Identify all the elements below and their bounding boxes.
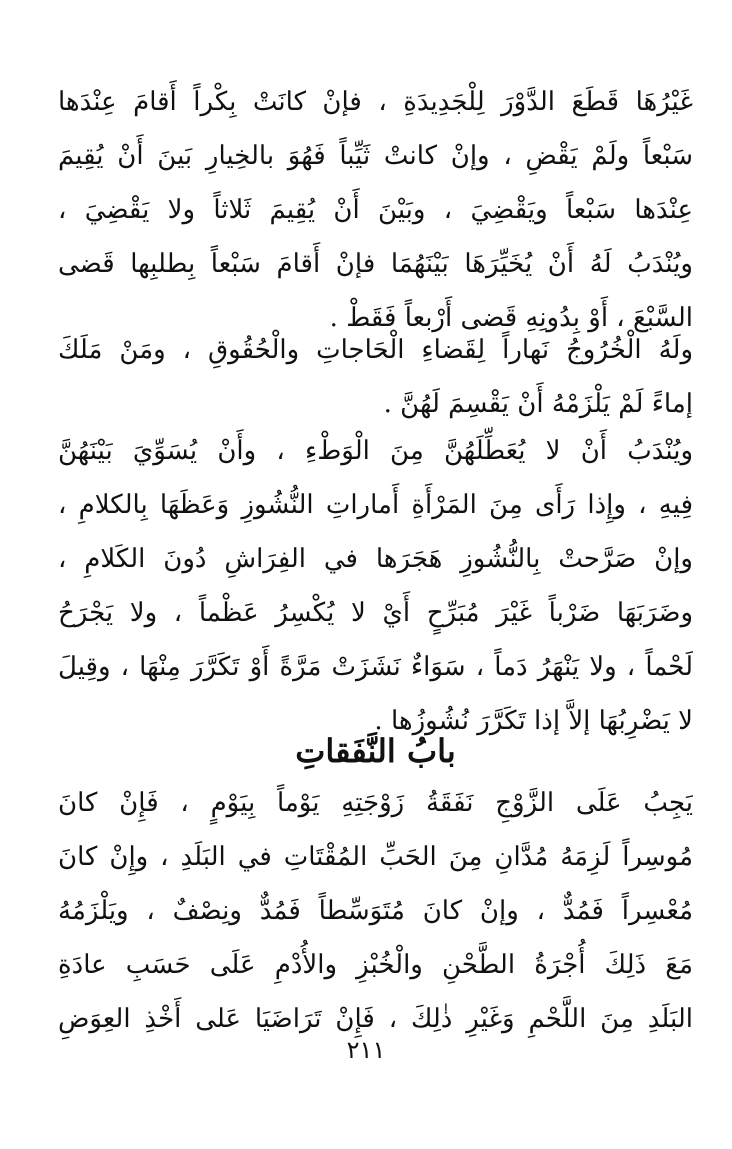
paragraph-1 bbox=[58, 75, 693, 345]
section-title: بابُ النَّفَقاتِ bbox=[295, 732, 456, 770]
text-line: مَعَ ذَلِكَ أُجْرَةُ الطَّحْنِ والْخُبْزِ والأُدْمِ عَلَى حَسَبِ عادَةِ bbox=[58, 950, 693, 980]
text-line: غَيْرُهَا قَطَعَ الدَّوْرَ لِلْجَدِيدَةِ ، فإنْ كانَتْ بِكْراً أَقامَ عِنْدَها bbox=[58, 87, 693, 117]
text-line: مُوسِراً لَزِمَهُ مُدَّانِ مِنَ الحَبِّ المُقْتَاتِ في البَلَدِ ، وإِنْ كانَ bbox=[58, 842, 693, 872]
text-line: ويُنْدَبُ لَهُ أَنْ يُخَيِّرَهَا بَيْنَهُمَا فإنْ أَقامَ سَبْعاً بِطلبِها قَضى bbox=[58, 249, 693, 279]
text-line: وضَرَبَهَا ضَرْباً غَيْرَ مُبَرِّحٍ أَيْ لا يُكْسِرُ عَظْماً ، ولا يَجْرَحُ bbox=[58, 598, 693, 628]
text-line: إماءً لَمْ يَلْزَمْهُ أَنْ يَقْسِمَ لَهُنَّ . bbox=[383, 389, 693, 419]
text-line: السَّبْعَ ، أَوْ بِدُونِهِ قَضى أَرْبعاً فَقَطْ . bbox=[329, 303, 693, 333]
paragraph-2 bbox=[58, 323, 693, 431]
section-paragraph bbox=[58, 776, 693, 1046]
text-line: لَحْماً ، ولا يَنْهَرُ دَماً ، سَوَاءٌ نَشَزَتْ مَرَّةً أَوْ تَكَرَّرَ مِنْهَا ، وقِيلَ bbox=[58, 652, 693, 682]
paragraph-3 bbox=[58, 424, 693, 748]
text-line: ويُنْدَبُ أَنْ لا يُعَطِّلَهُنَّ مِنَ الْوَطْءِ ، وأَنْ يُسَوِّيَ بَيْنَهُنَّ bbox=[58, 436, 693, 466]
text-line: وإنْ صَرَّحتْ بِالنُّشُوزِ هَجَرَها في الفِرَاشِ دُونَ الكَلامِ ، bbox=[58, 544, 693, 574]
text-line: لا يَضْرِبُهَا إلاَّ إذا تَكَرَّرَ نُشُوزُها . bbox=[374, 706, 693, 736]
text-line: ولَهُ الْخُرُوجُ نَهاراً لِقَضاءِ الْحَاجاتِ والْحُقُوقِ ، ومَنْ مَلَكَ bbox=[58, 335, 693, 365]
text-line: عِنْدَها سَبْعاً ويَقْضِيَ ، وبَيْنَ أَنْ يُقِيمَ ثَلاثاً ولا يَقْضِيَ ، bbox=[58, 195, 693, 225]
text-line: البَلَدِ مِنَ اللَّحْمِ وَغَيْرِ ذٰلِكَ ، فَإِنْ تَرَاضَيَا عَلى أَخْذِ العِوَضِ bbox=[58, 1004, 693, 1034]
text-line: سَبْعاً ولَمْ يَقْضِ ، وإنْ كانتْ ثَيِّباً فَهُوَ بالخِيارِ بَينَ أَنْ يُقِيمَ bbox=[58, 141, 693, 171]
page-number: ٢١١ bbox=[346, 1036, 386, 1064]
text-line: فِيهِ ، وإِذا رَأَى مِنَ المَرْأَةِ أَماراتِ النُّشُوزِ وَعَظَهَا بِالكلامِ ، bbox=[58, 490, 693, 520]
text-line: يَجِبُ عَلَى الزَّوْجِ نَفَقَةُ زَوْجَتِهِ يَوْماً بِيَوْمٍ ، فَإِنْ كانَ bbox=[58, 788, 693, 818]
text-line: مُعْسِراً فَمُدٌّ ، وإنْ كانَ مُتَوَسِّطاً فَمُدٌّ ونِصْفٌ ، ويَلْزَمُهُ bbox=[58, 896, 693, 926]
